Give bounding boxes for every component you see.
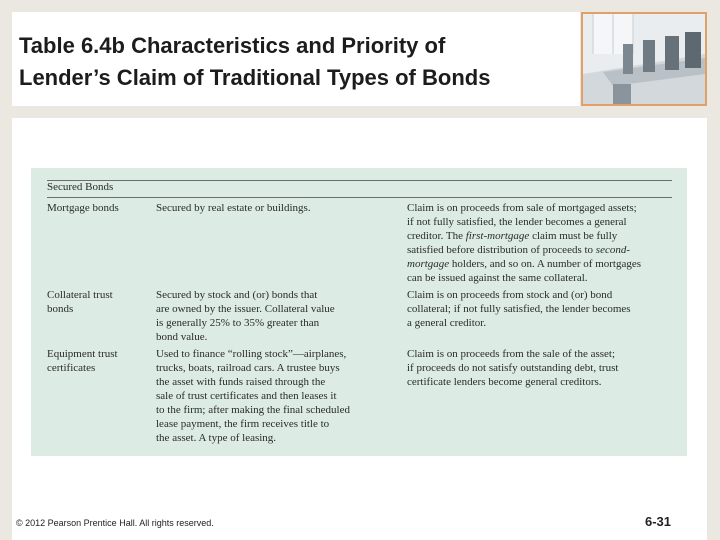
cell-line: creditor. The first-mortgage claim must be fully <box>407 230 618 242</box>
cell-line: Used to finance “rolling stock”—airplanes, <box>156 348 347 360</box>
cell-line: Claim is on proceeds from the sale of the asset; <box>407 348 616 360</box>
cell-line: if proceeds do not satisfy outstanding debt, trust <box>407 362 619 374</box>
cell-line: Claim is on proceeds from stock and (or) bond <box>407 289 613 301</box>
row-characteristics-equipment-trust-certificates <box>156 347 382 445</box>
copyright-notice: © 2012 Pearson Prentice Hall. All rights reserved. <box>16 518 214 528</box>
cell-line: a general creditor. <box>407 317 487 329</box>
cell-line: are owned by the issuer. Collateral value <box>156 303 335 315</box>
row-characteristics-mortgage-bonds <box>156 201 382 215</box>
cell-line: the asset. A type of leasing. <box>156 432 277 444</box>
table-header-rule <box>47 197 672 198</box>
row-type-mortgage-bonds: Mortgage bonds <box>47 202 119 214</box>
row-priority-collateral-trust-bonds <box>407 288 675 330</box>
cell-line: Secured by real estate or buildings. <box>156 202 311 214</box>
row-priority-mortgage-bonds <box>407 201 675 285</box>
row-type-collateral-trust-bonds: Collateral trust bonds <box>47 289 113 315</box>
slide-title-line1: Table 6.4b Characteristics and Priority of <box>19 33 446 58</box>
page-number: 6-31 <box>645 514 672 529</box>
cell-line: Claim is on proceeds from sale of mortgaged assets; <box>407 202 637 214</box>
cell-line: satisfied before distribution of proceeds to second- <box>407 244 631 256</box>
row-type-equipment-trust-certificates: Equipment trust certificates <box>47 348 118 374</box>
cell-line: can be issued against the same collateral. <box>407 272 588 284</box>
cell-line: certificate lenders become general creditors. <box>407 376 602 388</box>
cell-line: mortgage holders, and so on. A number of mortgages <box>407 258 642 270</box>
cell-line: sale of trust certificates and then leases it <box>156 390 337 402</box>
cell-line: collateral; if not fully satisfied, the lender becomes <box>407 303 631 315</box>
conference-room-photo <box>581 12 707 106</box>
cell-line: if not fully satisfied, the lender becomes a general <box>407 216 627 228</box>
cell-line: to the firm; after making the final scheduled <box>156 404 350 416</box>
cell-line: bond value. <box>156 331 208 343</box>
cell-line: the asset with funds raised through the <box>156 376 326 388</box>
cell-line: Secured by stock and (or) bonds that <box>156 289 318 301</box>
cell-line: lease payment, the firm receives title to <box>156 418 330 430</box>
slide-title <box>19 30 579 94</box>
row-characteristics-collateral-trust-bonds <box>156 288 382 344</box>
section-header: Secured Bonds <box>47 181 114 193</box>
table-top-rule <box>47 180 672 181</box>
conference-room-illustration <box>583 14 705 104</box>
cell-line: trucks, boats, railroad cars. A trustee buys <box>156 362 340 374</box>
row-priority-equipment-trust-certificates <box>407 347 675 389</box>
slide-title-line2: Lender’s Claim of Traditional Types of Bonds <box>19 65 491 90</box>
cell-line: is generally 25% to 35% greater than <box>156 317 320 329</box>
